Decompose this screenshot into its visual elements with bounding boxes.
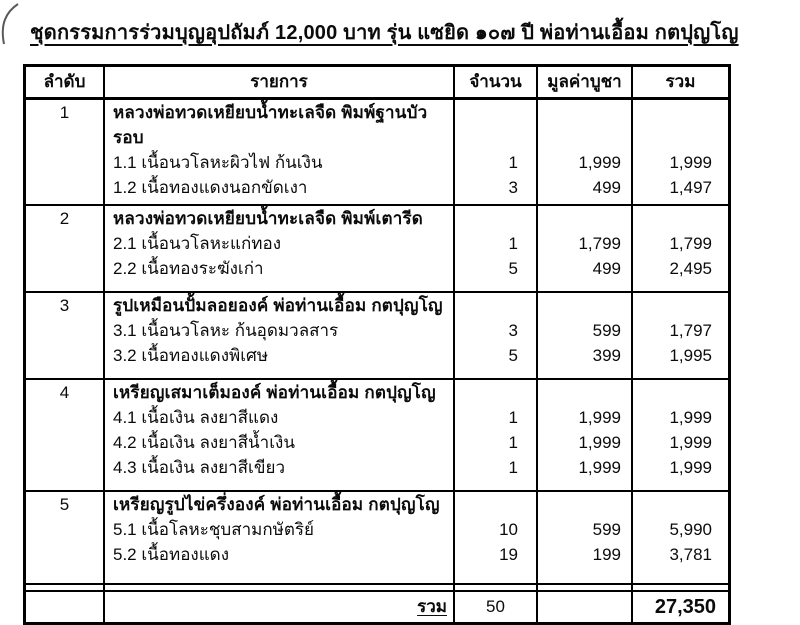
section-title-row bbox=[26, 100, 728, 150]
item-price: 1,999 bbox=[538, 150, 633, 175]
table-row bbox=[26, 318, 728, 343]
section-no: 2 bbox=[26, 204, 105, 231]
table-row bbox=[26, 175, 728, 204]
document-title: ชุดกรรมการร่วมบุญอุปถัมภ์ 12,000 บาท รุ่น แซยิด ๑๐๗ ปี พ่อท่านเอื้อม กตปุญโญ bbox=[30, 22, 739, 44]
table-header-row bbox=[26, 67, 728, 100]
table-row bbox=[26, 150, 728, 175]
item-label: 5.2 เนื้อทองแดง bbox=[105, 542, 455, 583]
section-title: รูปเหมือนปั้มลอยองค์ พ่อท่านเอื้อม กตปุญโญ bbox=[105, 291, 455, 318]
table-row bbox=[26, 405, 728, 430]
section-title-row bbox=[26, 204, 728, 231]
item-price: 1,999 bbox=[538, 455, 633, 490]
item-qty: 1 bbox=[455, 150, 538, 175]
table-row bbox=[26, 542, 728, 583]
item-price: 499 bbox=[538, 175, 633, 204]
item-label: 1.2 เนื้อทองแดงนอกขัดเงา bbox=[105, 175, 455, 204]
header-no: ลำดับ bbox=[26, 67, 105, 100]
item-price: 1,999 bbox=[538, 405, 633, 430]
table-row bbox=[26, 343, 728, 378]
section-no: 4 bbox=[26, 378, 105, 405]
grand-total-value: 27,350 bbox=[633, 590, 728, 622]
item-total: 1,799 bbox=[669, 234, 712, 253]
table-row bbox=[26, 256, 728, 291]
item-price: 599 bbox=[538, 517, 633, 542]
item-price: 599 bbox=[538, 318, 633, 343]
item-total: 3,781 bbox=[669, 545, 712, 564]
section-title-row bbox=[26, 378, 728, 405]
section-title-row bbox=[26, 490, 728, 517]
table-row bbox=[26, 231, 728, 256]
item-price: 399 bbox=[538, 343, 633, 378]
item-total: 1,497 bbox=[669, 178, 712, 197]
item-label: 5.1 เนื้อโลหะชุบสามกษัตริย์ bbox=[105, 517, 455, 542]
grand-total-label: รวม bbox=[105, 590, 455, 622]
item-total: 1,999 bbox=[669, 153, 712, 172]
item-total: 1,797 bbox=[669, 321, 712, 340]
item-price: 1,999 bbox=[538, 430, 633, 455]
section-no: 3 bbox=[26, 291, 105, 318]
item-price: 1,799 bbox=[538, 231, 633, 256]
section-title: หลวงพ่อทวดเหยียบน้ำทะเลจืด พิมพ์ฐานบัวรอบ bbox=[105, 100, 455, 150]
section-title: เหรียญรูปไข่ครึ่งองค์ พ่อท่านเอื้อม กตปุญโญ bbox=[105, 490, 455, 517]
section-title-row bbox=[26, 291, 728, 318]
item-label: 3.1 เนื้อนวโลหะ ก้นอุดมวลสาร bbox=[105, 318, 455, 343]
item-total: 5,990 bbox=[669, 520, 712, 539]
item-qty: 1 bbox=[455, 405, 538, 430]
scan-artifact-mark bbox=[0, 2, 22, 46]
item-qty: 3 bbox=[455, 318, 538, 343]
grand-total-qty: 50 bbox=[455, 590, 538, 622]
table-row bbox=[26, 517, 728, 542]
item-qty: 1 bbox=[455, 231, 538, 256]
item-qty: 19 bbox=[455, 542, 538, 583]
item-qty: 5 bbox=[455, 343, 538, 378]
header-total: รวม bbox=[633, 67, 728, 100]
item-price: 199 bbox=[538, 542, 633, 583]
header-price: มูลค่าบูชา bbox=[538, 67, 633, 100]
item-total: 2,495 bbox=[669, 259, 712, 278]
header-qty: จำนวน bbox=[455, 67, 538, 100]
price-table bbox=[23, 64, 731, 625]
item-label: 1.1 เนื้อนวโลหะผิวไฟ ก้นเงิน bbox=[105, 150, 455, 175]
item-total: 1,999 bbox=[669, 458, 712, 477]
grand-total-row bbox=[26, 590, 728, 622]
section-no: 1 bbox=[26, 100, 105, 150]
item-total: 1,999 bbox=[669, 433, 712, 452]
item-label: 2.1 เนื้อนวโลหะแก่ทอง bbox=[105, 231, 455, 256]
item-qty: 1 bbox=[455, 455, 538, 490]
item-qty: 5 bbox=[455, 256, 538, 291]
item-price: 499 bbox=[538, 256, 633, 291]
item-qty: 3 bbox=[455, 175, 538, 204]
item-label: 2.2 เนื้อทองระฆังเก่า bbox=[105, 256, 455, 291]
table-row bbox=[26, 455, 728, 490]
item-label: 3.2 เนื้อทองแดงพิเศษ bbox=[105, 343, 455, 378]
item-qty: 1 bbox=[455, 430, 538, 455]
grand-total-price bbox=[538, 590, 633, 622]
table-row bbox=[26, 430, 728, 455]
item-total: 1,999 bbox=[669, 408, 712, 427]
item-total: 1,995 bbox=[669, 346, 712, 365]
section-title: เหรียญเสมาเต็มองค์ พ่อท่านเอื้อม กตปุญโญ bbox=[105, 378, 455, 405]
header-item: รายการ bbox=[105, 67, 455, 100]
section-title: หลวงพ่อทวดเหยียบน้ำทะเลจืด พิมพ์เตารีด bbox=[105, 204, 455, 231]
section-no: 5 bbox=[26, 490, 105, 517]
item-label: 4.1 เนื้อเงิน ลงยาสีแดง bbox=[105, 405, 455, 430]
item-label: 4.3 เนื้อเงิน ลงยาสีเขียว bbox=[105, 455, 455, 490]
item-label: 4.2 เนื้อเงิน ลงยาสีน้ำเงิน bbox=[105, 430, 455, 455]
item-qty: 10 bbox=[455, 517, 538, 542]
spacer-row bbox=[26, 583, 728, 590]
